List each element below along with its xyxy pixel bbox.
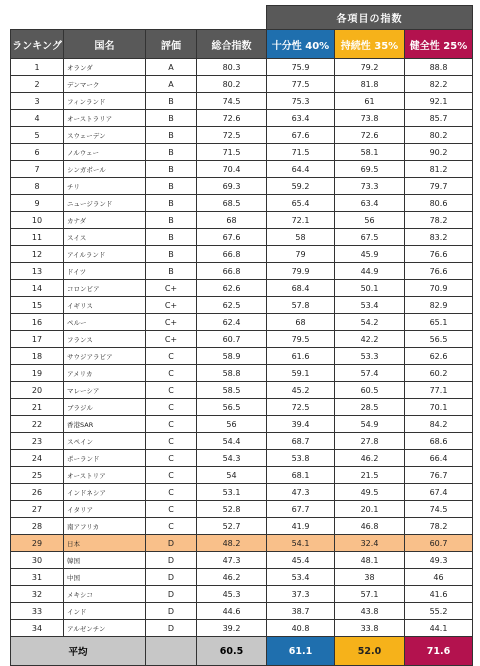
- rank-cell: 4: [11, 110, 64, 127]
- country-cell: オーストラリア: [64, 110, 146, 127]
- country-cell: アイルランド: [64, 246, 146, 263]
- total-cell: 71.5: [197, 144, 267, 161]
- table-row: [11, 76, 473, 93]
- total-cell: 80.2: [197, 76, 267, 93]
- country-cell: イタリア: [64, 501, 146, 518]
- rank-cell: 14: [11, 280, 64, 297]
- rank-cell: 33: [11, 603, 64, 620]
- integrity-cell: 68.6: [405, 433, 473, 450]
- adequacy-cell: 75.9: [267, 59, 335, 76]
- grade-cell: C+: [146, 297, 197, 314]
- table-row: [11, 144, 473, 161]
- country-cell: スウェーデン: [64, 127, 146, 144]
- country-cell: ペルー: [64, 314, 146, 331]
- integrity-cell: 83.2: [405, 229, 473, 246]
- total-cell: 68.5: [197, 195, 267, 212]
- country-cell: 中国: [64, 569, 146, 586]
- integrity-cell: 78.2: [405, 518, 473, 535]
- table-row-highlighted: [11, 535, 473, 552]
- total-cell: 62.4: [197, 314, 267, 331]
- rank-cell: 19: [11, 365, 64, 382]
- table-row: [11, 365, 473, 382]
- integrity-cell: 60.2: [405, 365, 473, 382]
- header-row-columns: [11, 30, 473, 59]
- country-cell: 日本: [64, 535, 146, 552]
- total-cell: 62.5: [197, 297, 267, 314]
- adequacy-cell: 54.1: [267, 535, 335, 552]
- table-row: [11, 178, 473, 195]
- table-row: [11, 229, 473, 246]
- total-cell: 68: [197, 212, 267, 229]
- col-header-sustainability: 持続性 35%: [335, 30, 405, 59]
- table-row: [11, 161, 473, 178]
- total-cell: 74.5: [197, 93, 267, 110]
- country-cell: 南アフリカ: [64, 518, 146, 535]
- adequacy-cell: 57.8: [267, 297, 335, 314]
- adequacy-cell: 63.4: [267, 110, 335, 127]
- table-row: [11, 552, 473, 569]
- country-cell: ブラジル: [64, 399, 146, 416]
- sustainability-cell: 81.8: [335, 76, 405, 93]
- adequacy-cell: 38.7: [267, 603, 335, 620]
- grade-cell: B: [146, 161, 197, 178]
- adequacy-cell: 67.6: [267, 127, 335, 144]
- rank-cell: 6: [11, 144, 64, 161]
- country-cell: 香港SAR: [64, 416, 146, 433]
- country-cell: インド: [64, 603, 146, 620]
- total-cell: 39.2: [197, 620, 267, 637]
- adequacy-cell: 37.3: [267, 586, 335, 603]
- sustainability-cell: 73.8: [335, 110, 405, 127]
- sustainability-cell: 53.4: [335, 297, 405, 314]
- integrity-cell: 80.2: [405, 127, 473, 144]
- integrity-cell: 76.6: [405, 246, 473, 263]
- grade-cell: B: [146, 93, 197, 110]
- table-row: [11, 433, 473, 450]
- country-cell: インドネシア: [64, 484, 146, 501]
- table-row: [11, 484, 473, 501]
- sustainability-cell: 33.8: [335, 620, 405, 637]
- grade-cell: B: [146, 246, 197, 263]
- country-cell: アメリカ: [64, 365, 146, 382]
- table-row: [11, 331, 473, 348]
- country-cell: サウジアラビア: [64, 348, 146, 365]
- sustainability-cell: 61: [335, 93, 405, 110]
- total-cell: 56.5: [197, 399, 267, 416]
- sustainability-cell: 56: [335, 212, 405, 229]
- country-cell: カナダ: [64, 212, 146, 229]
- average-adequacy: 61.1: [267, 637, 335, 666]
- grade-cell: C: [146, 484, 197, 501]
- integrity-cell: 84.2: [405, 416, 473, 433]
- sustainability-cell: 54.2: [335, 314, 405, 331]
- sustainability-cell: 54.9: [335, 416, 405, 433]
- integrity-cell: 55.2: [405, 603, 473, 620]
- rank-cell: 17: [11, 331, 64, 348]
- grade-cell: B: [146, 263, 197, 280]
- sustainability-cell: 57.1: [335, 586, 405, 603]
- sustainability-cell: 43.8: [335, 603, 405, 620]
- sustainability-cell: 60.5: [335, 382, 405, 399]
- country-cell: コロンビア: [64, 280, 146, 297]
- table-row: [11, 263, 473, 280]
- adequacy-cell: 75.3: [267, 93, 335, 110]
- adequacy-cell: 41.9: [267, 518, 335, 535]
- country-cell: フィンランド: [64, 93, 146, 110]
- grade-cell: C: [146, 382, 197, 399]
- sustainability-cell: 46.2: [335, 450, 405, 467]
- average-row: [11, 637, 473, 666]
- adequacy-cell: 68.4: [267, 280, 335, 297]
- sustainability-cell: 48.1: [335, 552, 405, 569]
- total-cell: 72.5: [197, 127, 267, 144]
- rank-cell: 3: [11, 93, 64, 110]
- grade-cell: C: [146, 501, 197, 518]
- rank-cell: 10: [11, 212, 64, 229]
- rank-cell: 27: [11, 501, 64, 518]
- sustainability-cell: 58.1: [335, 144, 405, 161]
- sustainability-cell: 72.6: [335, 127, 405, 144]
- adequacy-cell: 39.4: [267, 416, 335, 433]
- sustainability-cell: 50.1: [335, 280, 405, 297]
- sustainability-cell: 42.2: [335, 331, 405, 348]
- total-cell: 58.8: [197, 365, 267, 382]
- integrity-cell: 88.8: [405, 59, 473, 76]
- integrity-cell: 44.1: [405, 620, 473, 637]
- adequacy-cell: 53.8: [267, 450, 335, 467]
- adequacy-cell: 61.6: [267, 348, 335, 365]
- col-header-country: 国名: [64, 30, 146, 59]
- total-cell: 56: [197, 416, 267, 433]
- rank-cell: 34: [11, 620, 64, 637]
- total-cell: 48.2: [197, 535, 267, 552]
- table-row: [11, 416, 473, 433]
- total-cell: 69.3: [197, 178, 267, 195]
- total-cell: 67.6: [197, 229, 267, 246]
- country-cell: オーストリア: [64, 467, 146, 484]
- rank-cell: 20: [11, 382, 64, 399]
- table-row: [11, 59, 473, 76]
- integrity-cell: 82.9: [405, 297, 473, 314]
- integrity-cell: 49.3: [405, 552, 473, 569]
- country-cell: フランス: [64, 331, 146, 348]
- integrity-cell: 79.7: [405, 178, 473, 195]
- total-cell: 52.7: [197, 518, 267, 535]
- grade-cell: C+: [146, 331, 197, 348]
- average-label: 平均: [11, 637, 146, 666]
- total-cell: 45.3: [197, 586, 267, 603]
- grade-cell: D: [146, 552, 197, 569]
- adequacy-cell: 64.4: [267, 161, 335, 178]
- col-header-total: 総合指数: [197, 30, 267, 59]
- country-cell: アルゼンチン: [64, 620, 146, 637]
- rank-cell: 31: [11, 569, 64, 586]
- grade-cell: C: [146, 467, 197, 484]
- table-row: [11, 246, 473, 263]
- adequacy-cell: 58: [267, 229, 335, 246]
- integrity-cell: 65.1: [405, 314, 473, 331]
- rank-cell: 11: [11, 229, 64, 246]
- table-row: [11, 518, 473, 535]
- rank-cell: 22: [11, 416, 64, 433]
- sustainability-cell: 67.5: [335, 229, 405, 246]
- integrity-cell: 77.1: [405, 382, 473, 399]
- integrity-cell: 41.6: [405, 586, 473, 603]
- grade-cell: B: [146, 127, 197, 144]
- adequacy-cell: 59.1: [267, 365, 335, 382]
- group-title: 各項目の指数: [267, 6, 473, 30]
- total-cell: 47.3: [197, 552, 267, 569]
- rank-cell: 16: [11, 314, 64, 331]
- grade-cell: C+: [146, 314, 197, 331]
- integrity-cell: 76.6: [405, 263, 473, 280]
- rank-cell: 29: [11, 535, 64, 552]
- country-cell: 韓国: [64, 552, 146, 569]
- rank-cell: 2: [11, 76, 64, 93]
- grade-cell: D: [146, 535, 197, 552]
- integrity-cell: 78.2: [405, 212, 473, 229]
- rank-cell: 25: [11, 467, 64, 484]
- sustainability-cell: 27.8: [335, 433, 405, 450]
- table-row: [11, 212, 473, 229]
- rank-cell: 7: [11, 161, 64, 178]
- total-cell: 62.6: [197, 280, 267, 297]
- adequacy-cell: 79: [267, 246, 335, 263]
- integrity-cell: 66.4: [405, 450, 473, 467]
- country-cell: ニュージランド: [64, 195, 146, 212]
- header-row-group: [11, 6, 473, 30]
- integrity-cell: 60.7: [405, 535, 473, 552]
- integrity-cell: 67.4: [405, 484, 473, 501]
- sustainability-cell: 20.1: [335, 501, 405, 518]
- integrity-cell: 70.1: [405, 399, 473, 416]
- grade-cell: C: [146, 433, 197, 450]
- integrity-cell: 74.5: [405, 501, 473, 518]
- adequacy-cell: 72.5: [267, 399, 335, 416]
- total-cell: 44.6: [197, 603, 267, 620]
- table-row: [11, 620, 473, 637]
- table-row: [11, 127, 473, 144]
- grade-cell: B: [146, 178, 197, 195]
- sustainability-cell: 57.4: [335, 365, 405, 382]
- integrity-cell: 85.7: [405, 110, 473, 127]
- grade-cell: C: [146, 450, 197, 467]
- total-cell: 80.3: [197, 59, 267, 76]
- rank-cell: 28: [11, 518, 64, 535]
- grade-cell: D: [146, 569, 197, 586]
- rank-cell: 30: [11, 552, 64, 569]
- sustainability-cell: 73.3: [335, 178, 405, 195]
- table-row: [11, 280, 473, 297]
- rank-cell: 15: [11, 297, 64, 314]
- table-row: [11, 314, 473, 331]
- table-row: [11, 586, 473, 603]
- country-cell: イギリス: [64, 297, 146, 314]
- rank-cell: 23: [11, 433, 64, 450]
- total-cell: 54.3: [197, 450, 267, 467]
- adequacy-cell: 77.5: [267, 76, 335, 93]
- grade-cell: C: [146, 416, 197, 433]
- total-cell: 66.8: [197, 246, 267, 263]
- average-grade-blank: [146, 637, 197, 666]
- rank-cell: 24: [11, 450, 64, 467]
- integrity-cell: 56.5: [405, 331, 473, 348]
- rank-cell: 9: [11, 195, 64, 212]
- pension-index-table: [10, 5, 473, 666]
- table-row: [11, 569, 473, 586]
- table-row: [11, 348, 473, 365]
- integrity-cell: 70.9: [405, 280, 473, 297]
- adequacy-cell: 72.1: [267, 212, 335, 229]
- header-blank: [11, 6, 267, 30]
- sustainability-cell: 21.5: [335, 467, 405, 484]
- integrity-cell: 46: [405, 569, 473, 586]
- rank-cell: 32: [11, 586, 64, 603]
- sustainability-cell: 44.9: [335, 263, 405, 280]
- average-total: 60.5: [197, 637, 267, 666]
- table-row: [11, 195, 473, 212]
- sustainability-cell: 32.4: [335, 535, 405, 552]
- adequacy-cell: 67.7: [267, 501, 335, 518]
- total-cell: 70.4: [197, 161, 267, 178]
- adequacy-cell: 71.5: [267, 144, 335, 161]
- adequacy-cell: 45.2: [267, 382, 335, 399]
- sustainability-cell: 69.5: [335, 161, 405, 178]
- integrity-cell: 81.2: [405, 161, 473, 178]
- col-header-adequacy: 十分性 40%: [267, 30, 335, 59]
- sustainability-cell: 49.5: [335, 484, 405, 501]
- rank-cell: 1: [11, 59, 64, 76]
- rank-cell: 26: [11, 484, 64, 501]
- integrity-cell: 82.2: [405, 76, 473, 93]
- country-cell: シンガポール: [64, 161, 146, 178]
- table-row: [11, 297, 473, 314]
- country-cell: スペイン: [64, 433, 146, 450]
- adequacy-cell: 68.7: [267, 433, 335, 450]
- table-row: [11, 382, 473, 399]
- grade-cell: C: [146, 399, 197, 416]
- sustainability-cell: 28.5: [335, 399, 405, 416]
- grade-cell: C: [146, 365, 197, 382]
- grade-cell: D: [146, 620, 197, 637]
- total-cell: 58.5: [197, 382, 267, 399]
- total-cell: 54: [197, 467, 267, 484]
- country-cell: オランダ: [64, 59, 146, 76]
- table-row: [11, 450, 473, 467]
- adequacy-cell: 53.4: [267, 569, 335, 586]
- rank-cell: 8: [11, 178, 64, 195]
- total-cell: 72.6: [197, 110, 267, 127]
- total-cell: 66.8: [197, 263, 267, 280]
- adequacy-cell: 40.8: [267, 620, 335, 637]
- country-cell: スイス: [64, 229, 146, 246]
- sustainability-cell: 63.4: [335, 195, 405, 212]
- average-sustainability: 52.0: [335, 637, 405, 666]
- sustainability-cell: 53.3: [335, 348, 405, 365]
- total-cell: 46.2: [197, 569, 267, 586]
- grade-cell: B: [146, 110, 197, 127]
- country-cell: ポーランド: [64, 450, 146, 467]
- adequacy-cell: 45.4: [267, 552, 335, 569]
- rank-cell: 12: [11, 246, 64, 263]
- adequacy-cell: 68.1: [267, 467, 335, 484]
- table-row: [11, 110, 473, 127]
- table-row: [11, 501, 473, 518]
- rank-cell: 13: [11, 263, 64, 280]
- col-header-grade: 評価: [146, 30, 197, 59]
- integrity-cell: 80.6: [405, 195, 473, 212]
- total-cell: 58.9: [197, 348, 267, 365]
- grade-cell: A: [146, 76, 197, 93]
- adequacy-cell: 65.4: [267, 195, 335, 212]
- grade-cell: C+: [146, 280, 197, 297]
- adequacy-cell: 79.9: [267, 263, 335, 280]
- table-row: [11, 93, 473, 110]
- integrity-cell: 62.6: [405, 348, 473, 365]
- sustainability-cell: 45.9: [335, 246, 405, 263]
- sustainability-cell: 38: [335, 569, 405, 586]
- grade-cell: D: [146, 603, 197, 620]
- grade-cell: B: [146, 229, 197, 246]
- country-cell: ノルウェー: [64, 144, 146, 161]
- table-row: [11, 399, 473, 416]
- rank-cell: 21: [11, 399, 64, 416]
- grade-cell: B: [146, 144, 197, 161]
- country-cell: チリ: [64, 178, 146, 195]
- adequacy-cell: 59.2: [267, 178, 335, 195]
- total-cell: 53.1: [197, 484, 267, 501]
- grade-cell: B: [146, 212, 197, 229]
- rank-cell: 5: [11, 127, 64, 144]
- sustainability-cell: 46.8: [335, 518, 405, 535]
- adequacy-cell: 47.3: [267, 484, 335, 501]
- country-cell: ドイツ: [64, 263, 146, 280]
- rank-cell: 18: [11, 348, 64, 365]
- total-cell: 54.4: [197, 433, 267, 450]
- grade-cell: C: [146, 518, 197, 535]
- sustainability-cell: 79.2: [335, 59, 405, 76]
- grade-cell: C: [146, 348, 197, 365]
- total-cell: 52.8: [197, 501, 267, 518]
- country-cell: デンマーク: [64, 76, 146, 93]
- adequacy-cell: 68: [267, 314, 335, 331]
- country-cell: メキシコ: [64, 586, 146, 603]
- grade-cell: A: [146, 59, 197, 76]
- grade-cell: B: [146, 195, 197, 212]
- average-integrity: 71.6: [405, 637, 473, 666]
- adequacy-cell: 79.5: [267, 331, 335, 348]
- integrity-cell: 92.1: [405, 93, 473, 110]
- col-header-integrity: 健全性 25%: [405, 30, 473, 59]
- col-header-rank: ランキング: [11, 30, 64, 59]
- total-cell: 60.7: [197, 331, 267, 348]
- grade-cell: D: [146, 586, 197, 603]
- country-cell: マレーシア: [64, 382, 146, 399]
- table-row: [11, 467, 473, 484]
- integrity-cell: 76.7: [405, 467, 473, 484]
- integrity-cell: 90.2: [405, 144, 473, 161]
- table-row: [11, 603, 473, 620]
